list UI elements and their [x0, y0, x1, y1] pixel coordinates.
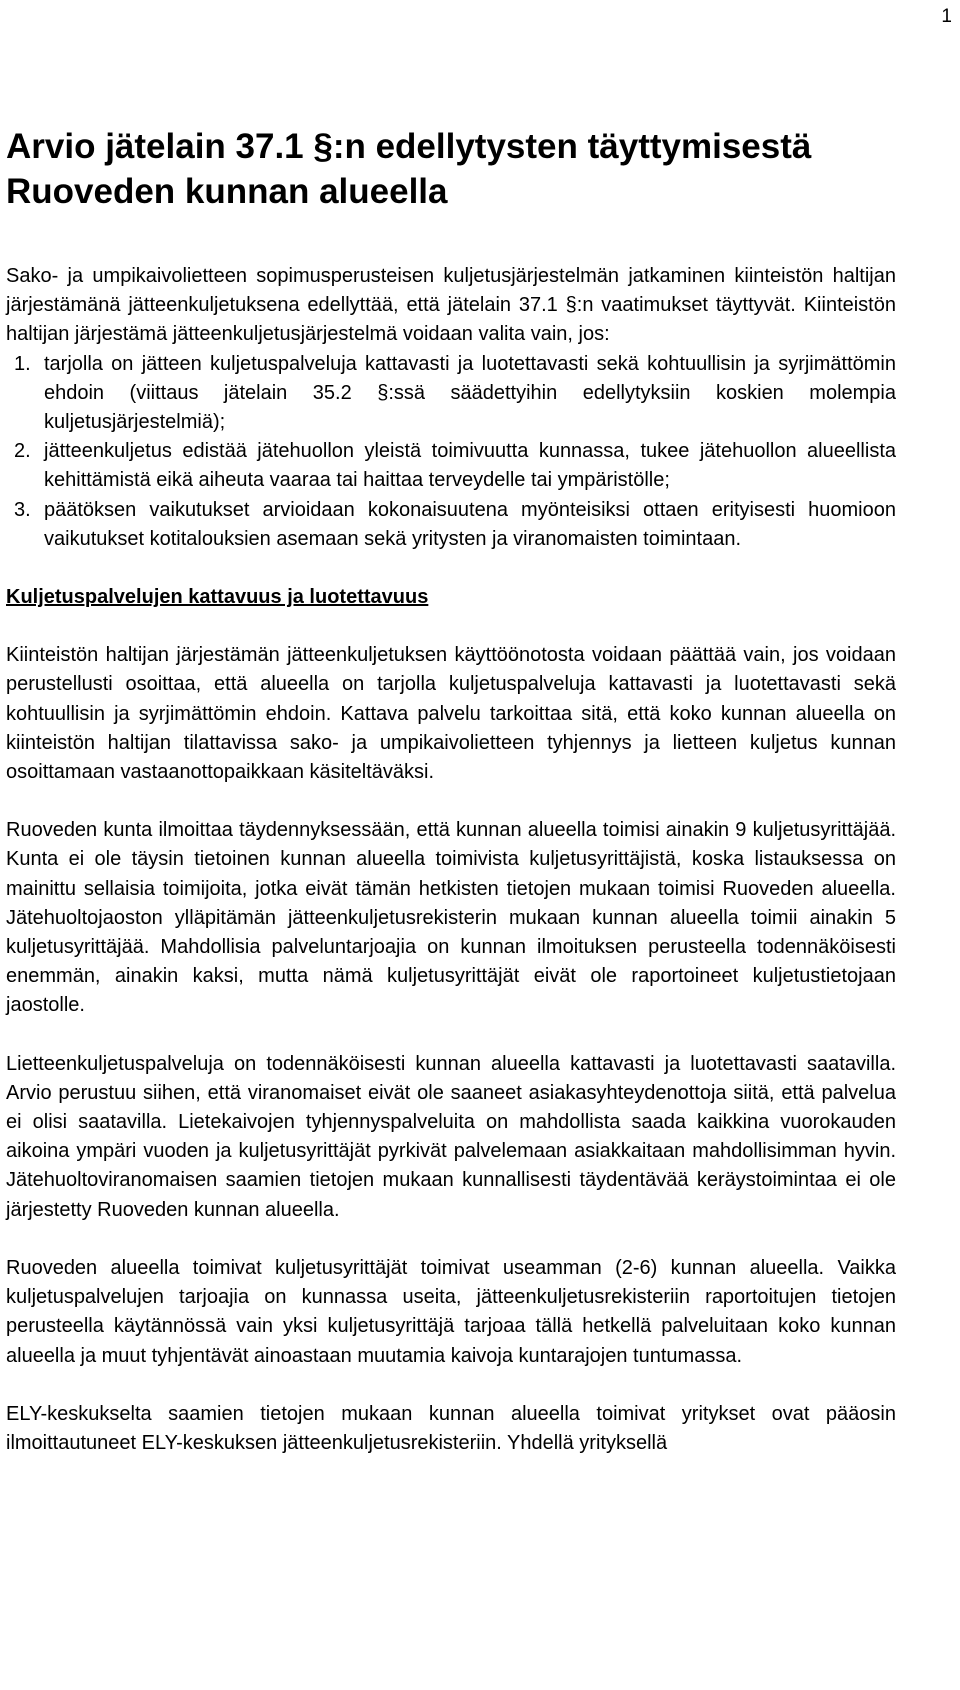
list-item-number: 1.	[14, 352, 31, 375]
paragraph: Kiinteistön haltijan järjestämän jätteenkuljetuksen käyttöönotosta voidaan päättää vain, jos voidaan perustellusti osoittaa, että alueella on tarjolla kuljetuspalveluja kattavasti ja luotettavasti sekä kohtuullisin ja syrjimättömin ehdoin. Kattava palvelu tarkoittaa sitä, että koko kunnan alueella on kiinteistön haltijan tilattavissa sako- ja umpikaivolietteen tyhjennys ja lietteen kuljetus kunnan osoittamaan vastaanottopaikkaan käsiteltäväksi.	[6, 644, 896, 784]
section-heading: Kuljetuspalvelujen kattavuus ja luotettavuus	[6, 586, 429, 609]
list-item-number: 2.	[14, 440, 31, 463]
list-item-text: päätöksen vaikutukset arvioidaan kokonaisuutena myönteisiksi ottaen erityisesti huomioon vaikutukset kotitalouksien asemaan sekä yritysten ja viranomaisten toimintaan.	[44, 498, 896, 550]
list-item	[6, 350, 896, 438]
criteria-list	[6, 350, 896, 554]
paragraph: Ruoveden alueella toimivat kuljetusyrittäjät toimivat useamman (2-6) kunnan alueella. Vaikka kuljetuspalvelujen tarjoajia on kunnassa useita, jätteenkuljetusrekisteriin raportoitujen tietojen perusteella käytännössä vain yksi kuljetusyrittäjä tarjoaa tällä hetkellä palveluitaan koko kunnan alueella ja muut tyhjentävät ainoastaan muutamia kaivoja kuntarajojen tuntumassa.	[6, 1256, 896, 1367]
list-item	[6, 496, 896, 554]
list-item	[6, 437, 896, 495]
document-body	[6, 262, 896, 1487]
paragraph: Ruoveden kunta ilmoittaa täydennyksessään, että kunnan alueella toimisi ainakin 9 kuljetusyrittäjää. Kunta ei ole täysin tietoinen kunnan alueella toimivista kuljetusyrittäjistä, koska listauksessa on mainittu sellaisia toimijoita, jotka eivät tämän hetkisten tietojen mukaan toimisi Ruoveden alueella. Jätehuoltojaoston ylläpitämän jätteenkuljetusrekisterin mukaan kunnan alueella toimii ainakin 5 kuljetusyrittäjää. Mahdollisia palveluntarjoajia on kunnan ilmoituksen perusteella todennäköisesti enemmän, ainakin kaksi, mutta nämä kuljetusyrittäjät eivät ole raportoineet kuljetustietojaan jaostolle.	[6, 819, 896, 1017]
paragraph: Lietteenkuljetuspalveluja on todennäköisesti kunnan alueella kattavasti ja luotettavasti saatavilla. Arvio perustuu siihen, että viranomaiset eivät ole saaneet asiakasyhteydenottoja siitä, että palvelua ei olisi saatavilla. Lietekaivojen tyhjennyspalveluita on mahdollista saada kaikkina vuorokauden aikoina ympäri vuoden ja kuljetusyrittäjät pyrkivät palvelemaan asiakkaitaan mahdollisimman hyvin. Jätehuoltoviranomaisen saamien tietojen mukaan kunnallisesti täydentävää keräystoimintaa ei ole järjestetty Ruoveden kunnan alueella.	[6, 1052, 896, 1221]
paragraph: ELY-keskukselta saamien tietojen mukaan kunnan alueella toimivat yritykset ovat pääosin ilmoittautuneet ELY-keskuksen jätteenkuljetusrekisteriin. Yhdellä yrityksellä	[6, 1402, 896, 1454]
intro-paragraph: Sako- ja umpikaivolietteen sopimusperusteisen kuljetusjärjestelmän jatkaminen kiinteistön haltijan järjestämänä jätteenkuljetuksena edellyttää, että jätelain 37.1 §:n vaatimukset täyttyvät. Kiinteistön haltijan järjestämä jätteenkuljetusjärjestelmä voidaan valita vain, jos:	[6, 265, 896, 346]
list-item-text: tarjolla on jätteen kuljetuspalveluja kattavasti ja luotettavasti sekä kohtuullisin ja syrjimättömin ehdoin (viittaus jätelain 35.2 §:ssä säädettyihin edellytyksiin koskien molempia kuljetusjärjestelmiä);	[44, 352, 896, 434]
list-item-text: jätteenkuljetus edistää jätehuollon yleistä toimivuutta kunnassa, tukee jätehuollon alueellista kehittämistä eikä aiheuta vaaraa tai haittaa terveydelle tai ympäristölle;	[44, 440, 896, 492]
page-title: Arvio jätelain 37.1 §:n edellytysten täyttymisestä Ruoveden kunnan alueella	[6, 127, 812, 211]
list-item-number: 3.	[14, 498, 31, 521]
page-number: 1	[941, 6, 952, 27]
